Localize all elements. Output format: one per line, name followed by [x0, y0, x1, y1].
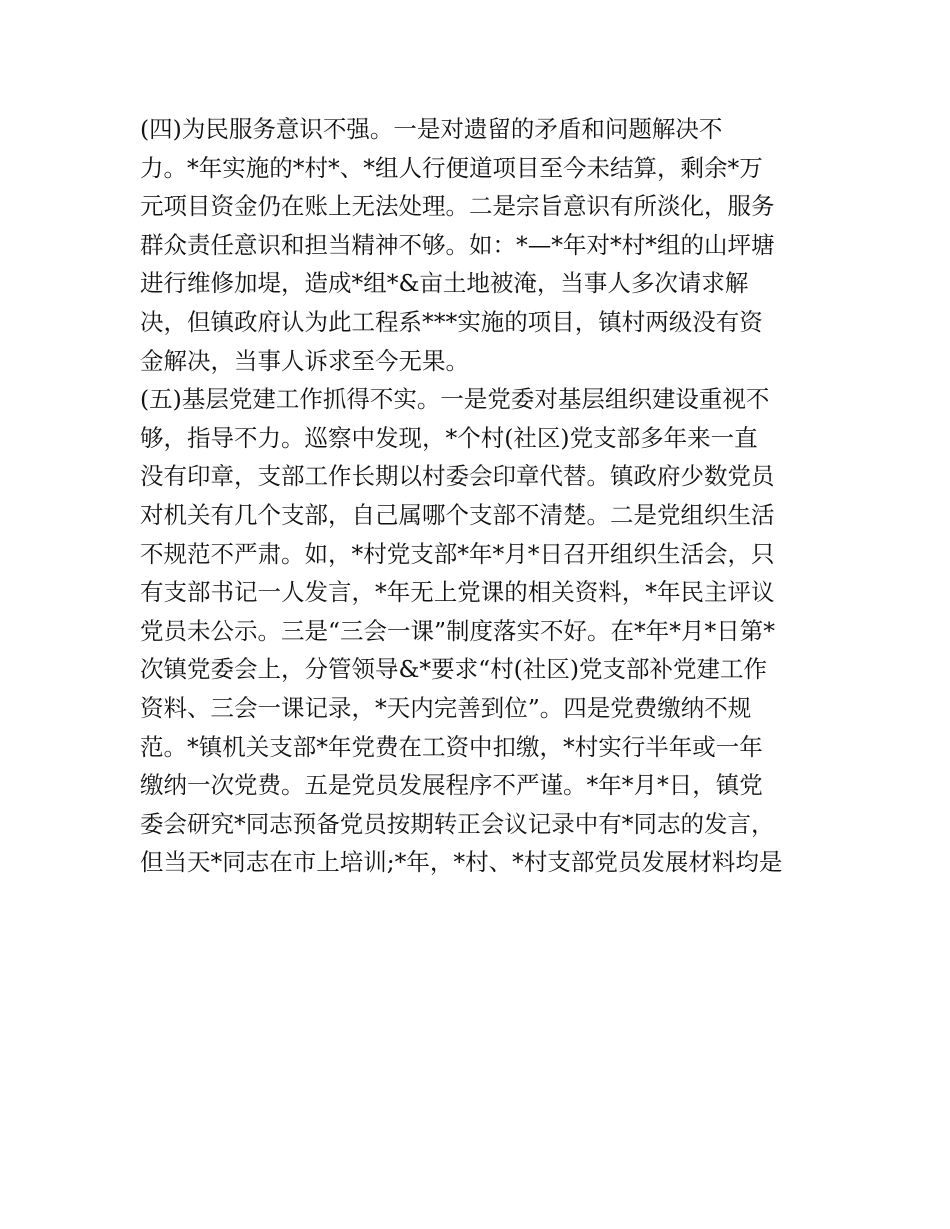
text-line: (四)为民服务意识不强。一是对遗留的矛盾和问题解决不: [140, 115, 723, 143]
text-line: 进行维修加堤，造成*组*&亩土地被淹，当事人多次请求解: [140, 269, 749, 298]
text-line: (五)基层党建工作抓得不实。一是党委对基层组织建设重视不: [140, 385, 770, 414]
text-line: 群众责任意识和担当精神不够。如：*—*年对*村*组的山坪塘: [140, 230, 775, 259]
text-line: 不规范不严肃。如，*村党支部*年*月*日召开组织生活会，只: [140, 539, 775, 568]
text-line: 但当天*同志在市上培训;*年，*村、*村支部党员发展材料均是: [140, 848, 783, 877]
text-line: 次镇党委会上，分管领导&*要求“村(社区)党支部补党建工作: [140, 655, 768, 684]
text-line: 委会研究*同志预备党员按期转正会议记录中有*同志的发言，: [140, 809, 775, 838]
text-line: 元项目资金仍在账上无法处理。二是宗旨意识有所淡化，服务: [140, 192, 775, 221]
text-line: 力。*年实施的*村*、*组人行便道项目至今未结算，剩余*万: [140, 153, 763, 182]
text-line: 金解决，当事人诉求至今无果。: [140, 346, 469, 375]
text-line: 决，但镇政府认为此工程系***实施的项目，镇村两级没有资: [140, 307, 763, 336]
text-line: 够，指导不力。巡察中发现，*个村(社区)党支部多年来一直: [140, 423, 758, 452]
text-line: 资料、三会一课记录，*天内完善到位”。四是党费缴纳不规: [140, 693, 752, 722]
text-line: 对机关有几个支部，自己属哪个支部不清楚。二是党组织生活: [140, 500, 775, 529]
body-text: [140, 110, 820, 882]
text-line: 范。*镇机关支部*年党费在工资中扣缴，*村实行半年或一年: [140, 732, 763, 761]
text-line: 缴纳一次党费。五是党员发展程序不严谨。*年*月*日，镇党: [140, 771, 763, 800]
text-line: 有支部书记一人发言，*年无上党课的相关资料，*年民主评议: [140, 578, 775, 607]
text-line: 党员未公示。三是“三会一课”制度落实不好。在*年*月*日第*: [140, 616, 776, 645]
text-line: 没有印章，支部工作长期以村委会印章代替。镇政府少数党员: [140, 462, 775, 491]
